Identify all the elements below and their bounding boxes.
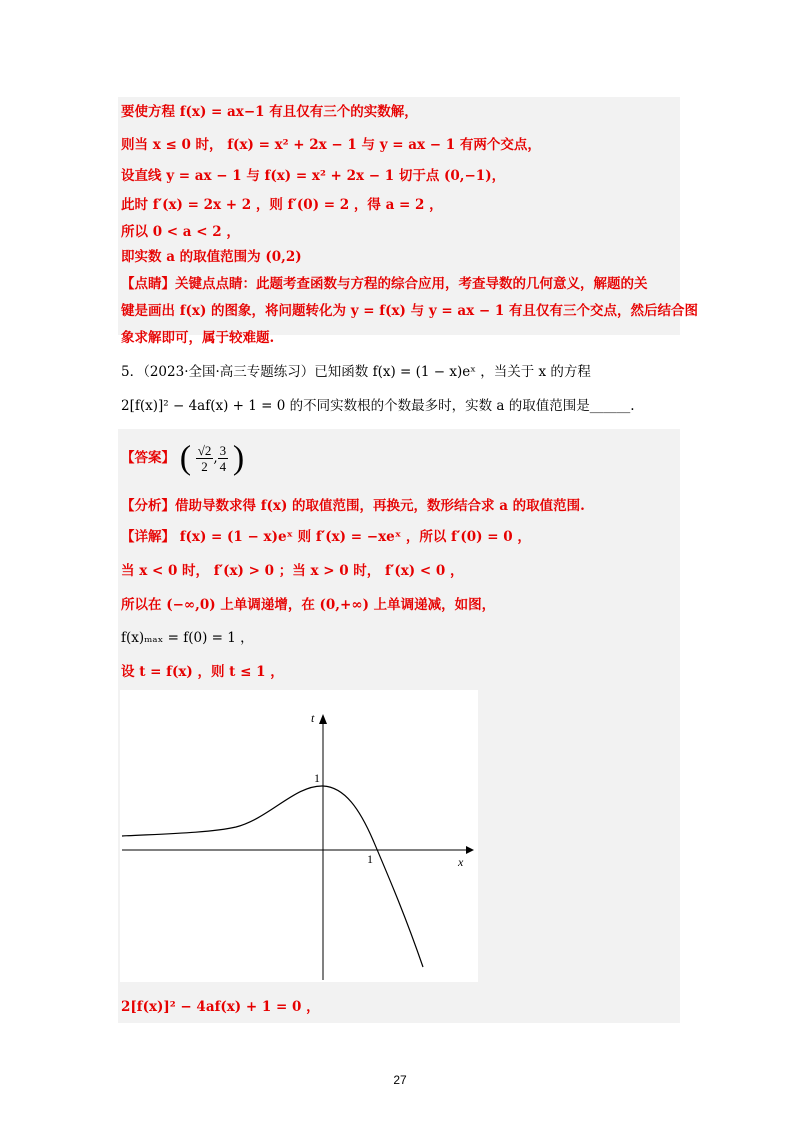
graph-background bbox=[120, 690, 478, 982]
x-axis-label: x bbox=[458, 855, 464, 869]
answer-den-1: 2 bbox=[201, 459, 208, 474]
y-axis-label: t bbox=[311, 711, 315, 725]
question-line-1: 5．（2023·全国·高三专题练习）已知函数 f(x) = (1 − x)eˣ ，当关于 x 的方程 bbox=[121, 364, 591, 380]
solution-line-2: 则当 x ≤ 0 时， f(x) = x² + 2x − 1 与 y = ax − 1 有两个交点， bbox=[121, 137, 541, 153]
detail-line-5: 设 t = f(x) ，则 t ≤ 1 ， bbox=[121, 664, 284, 680]
comment-line-2: 键是画出 f(x) 的图象，将问题转化为 y = f(x) 与 y = ax − 1 有且仅有三个交点，然后结合图 bbox=[121, 303, 698, 319]
solution-line-1: 要使方程 f(x) = ax−1 有且仅有三个的实数解， bbox=[121, 104, 418, 120]
solution-line-5: 所以 0 < a < 2 ， bbox=[121, 224, 240, 240]
solution-line-3: 设直线 y = ax − 1 与 f(x) = x² + 2x − 1 切于点 (0,−1)， bbox=[121, 168, 506, 184]
analysis-line: 【分析】借助导数求得 f(x) 的取值范围，再换元，数形结合求 a 的取值范围. bbox=[121, 498, 585, 514]
answer-num-2: 3 bbox=[219, 443, 227, 458]
answer-den-2: 4 bbox=[219, 459, 227, 474]
answer-num-1: √2 bbox=[197, 443, 212, 458]
answer-open-paren: ( bbox=[179, 439, 192, 477]
question-line-2: 2[f(x)]² − 4af(x) + 1 = 0 的不同实数根的个数最多时，实数 a 的取值范围是______. bbox=[121, 398, 635, 414]
comment-line-1: 【点睛】关键点点睛：此题考查函数与方程的综合应用，考查导数的几何意义，解题的关 bbox=[121, 276, 648, 292]
solution-line-4: 此时 f′(x) = 2x + 2 ，则 f′(0) = 2 ，得 a = 2 ， bbox=[121, 197, 443, 213]
y-tick-1: 1 bbox=[314, 771, 320, 785]
page-number: 27 bbox=[393, 1073, 407, 1087]
answer-close-paren: ) bbox=[232, 439, 245, 477]
detail-line-2: 当 x < 0 时， f′(x) > 0 ；当 x > 0 时， f′(x) < 0 ， bbox=[121, 563, 464, 579]
solution-panel-top bbox=[118, 97, 680, 335]
detail-line-4: f(x)ₘₐₓ = f(0) = 1 ， bbox=[121, 630, 254, 646]
answer-label: 【答案】 bbox=[121, 450, 175, 466]
function-graph bbox=[120, 690, 478, 982]
solution-line-6: 即实数 a 的取值范围为 (0,2) bbox=[121, 249, 302, 265]
answer-line: 【答案】 ( $\frac{√2}{2}$ , $\frac{3}{4}$ ) bbox=[121, 439, 245, 477]
detail-line-1: 【详解】 f(x) = (1 − x)eˣ 则 f′(x) = −xeˣ ，所以 f′(0) = 0 ， bbox=[121, 529, 531, 545]
answer-fraction-2 bbox=[218, 443, 229, 474]
detail-line-6: 2[f(x)]² − 4af(x) + 1 = 0 ， bbox=[121, 999, 320, 1015]
comment-line-3: 象求解即可，属于较难题. bbox=[121, 330, 275, 346]
x-tick-1: 1 bbox=[367, 852, 373, 866]
answer-fraction-1 bbox=[196, 443, 214, 474]
detail-line-3: 所以在 (−∞,0) 上单调递增，在 (0,+∞) 上单调递减，如图， bbox=[121, 597, 496, 613]
